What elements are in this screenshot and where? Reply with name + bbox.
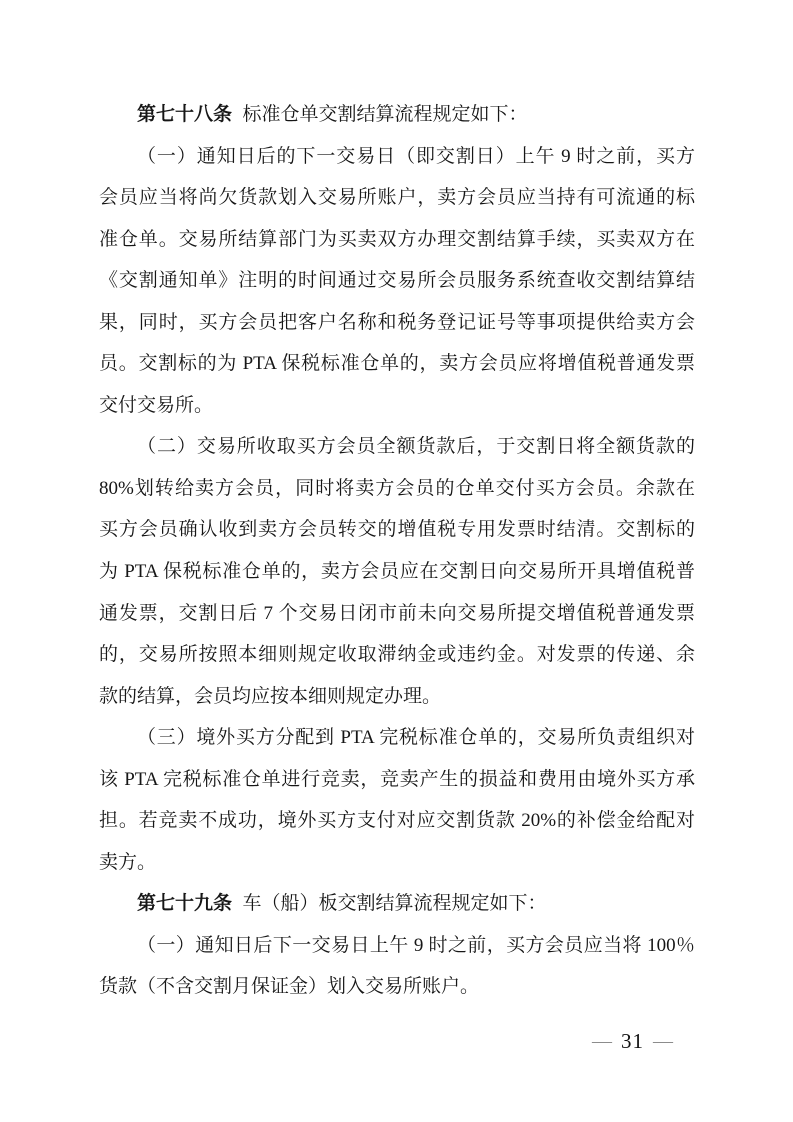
text-line: （一）通知日后下一交易日上午 9 时之前，买方会员应当将 100％ — [137, 934, 695, 956]
text-line: 款的结算，会员均应按本细则规定办理。 — [99, 685, 442, 707]
text-line: 买方会员确认收到卖方会员转交的增值税专用发票时结清。交割标的 — [99, 519, 695, 541]
text-line: 《交割通知单》注明的时间通过交易所会员服务系统查收交割结算结 — [99, 270, 695, 292]
document-body — [99, 94, 695, 1008]
article-title: 车（船）板交割结算流程规定如下： — [242, 893, 547, 915]
text-line: 果，同时，买方会员把客户名称和税务登记证号等事项提供给卖方会 — [99, 311, 695, 333]
article-title: 标准仓单交割结算流程规定如下： — [242, 104, 528, 125]
text-line: 准仓单。交易所结算部门为买卖双方办理交割结算手续，买卖双方在 — [99, 228, 695, 250]
text-line: 的，交易所按照本细则规定收取滞纳金或违约金。对发票的传递、余 — [99, 644, 695, 666]
text-line: （一）通知日后的下一交易日（即交割日）上午 9 时之前，买方 — [137, 145, 695, 167]
footer-dash-left: — — [592, 1030, 612, 1052]
text-line: （二）交易所收取买方会员全额货款后，于交割日将全额货款的 — [137, 436, 695, 458]
text-line: 为 PTA 保税标准仓单的，卖方会员应在交割日向交易所开具增值税普 — [99, 561, 695, 583]
page-number: 31 — [621, 1029, 644, 1053]
text-line: 员。交割标的为 PTA 保税标准仓单的，卖方会员应将增值税普通发票 — [99, 353, 695, 375]
text-line: 卖方。 — [99, 851, 157, 873]
page-footer — [592, 1028, 673, 1054]
article-heading — [99, 94, 695, 136]
text-line: 货款（不含交割月保证金）划入交易所账户。 — [99, 976, 480, 998]
text-line: （三）境外买方分配到 PTA 完税标准仓单的，交易所负责组织对 — [137, 727, 695, 749]
article-number: 第七十九条 — [137, 893, 233, 915]
article-number: 第七十八条 — [137, 104, 233, 125]
text-line: 通发票，交割日后 7 个交易日闭市前未向交易所提交增值税普通发票 — [99, 602, 695, 624]
article-heading — [99, 883, 695, 925]
text-line: 该 PTA 完税标准仓单进行竞卖，竞卖产生的损益和费用由境外买方承 — [99, 768, 695, 790]
text-line: 会员应当将尚欠货款划入交易所账户，卖方会员应当持有可流通的标 — [99, 187, 695, 209]
footer-dash-right: — — [653, 1030, 673, 1052]
text-line: 交付交易所。 — [99, 394, 214, 416]
text-line: 80%划转给卖方会员，同时将卖方会员的仓单交付买方会员。余款在 — [99, 477, 695, 499]
text-line: 担。若竞卖不成功，境外买方支付对应交割货款 20%的补偿金给配对 — [99, 810, 695, 832]
